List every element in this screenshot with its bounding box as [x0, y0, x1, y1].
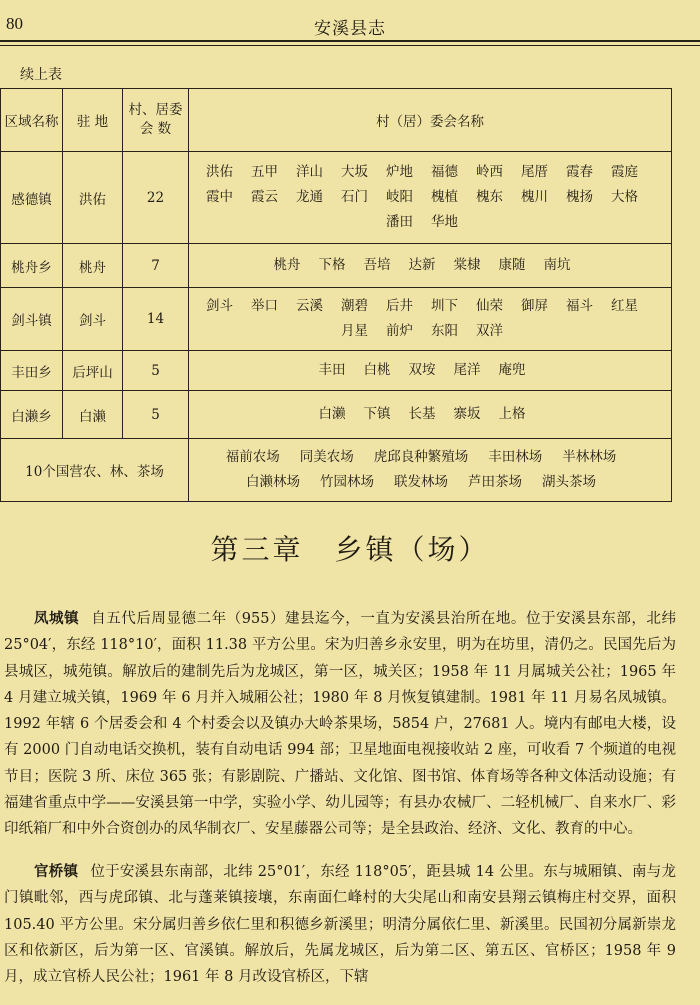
committee-name: 剑斗 [206, 298, 233, 314]
committee-name: 潮碧 [341, 298, 368, 314]
committee-name: 石门 [341, 189, 368, 205]
seat-cell: 后坪山 [63, 351, 123, 391]
village-table [0, 88, 672, 502]
seat-cell: 剑斗 [63, 288, 123, 351]
table-row [1, 391, 672, 439]
committee-name: 霞春 [566, 164, 593, 180]
area-name-cell: 剑斗镇 [1, 288, 63, 351]
seat-cell: 洪佑 [63, 152, 123, 244]
committee-name: 云溪 [296, 298, 323, 314]
committee-name: 福前农场 [225, 449, 280, 465]
book-title: 安溪县志 [314, 19, 386, 39]
committee-name: 洪佑 [206, 164, 233, 180]
committee-name: 下格 [318, 257, 346, 273]
page-number: 80 [6, 14, 23, 33]
table-row [1, 351, 672, 391]
farms-label-cell: 10个国营农、林、茶场 [1, 439, 189, 502]
committee-name: 举口 [251, 298, 278, 314]
farm-names-cell [189, 439, 672, 502]
col-header-label: 驻 地 [76, 114, 109, 130]
col-header-names [189, 89, 672, 152]
col-header-area [1, 89, 63, 152]
committee-name: 前炉 [386, 323, 413, 339]
committee-name: 霞云 [251, 189, 278, 205]
area-name-cell: 感德镇 [1, 152, 63, 244]
committee-name: 岭西 [476, 164, 503, 180]
committee-name: 大坂 [341, 164, 368, 180]
committee-name: 半林林场 [562, 449, 617, 465]
committee-name: 槐东 [476, 189, 503, 205]
count-cell: 5 [123, 391, 189, 439]
committee-name: 红星 [611, 298, 638, 314]
committee-name: 竹园林场 [320, 474, 374, 490]
committee-name: 下镇 [363, 406, 391, 422]
area-name-cell: 桃舟乡 [1, 244, 63, 288]
committee-name: 福德 [431, 164, 458, 180]
seat-cell: 桃舟 [63, 244, 123, 288]
count-cell: 14 [123, 288, 189, 351]
committee-name: 尾厝 [521, 164, 548, 180]
committee-name: 岐阳 [386, 189, 413, 205]
table-row [1, 288, 672, 351]
committee-name: 吾培 [363, 257, 391, 273]
count-cell: 7 [123, 244, 189, 288]
committee-name: 华地 [431, 214, 458, 230]
committee-name: 联发林场 [394, 474, 448, 490]
committee-name: 月星 [341, 323, 368, 339]
committee-name: 槐扬 [566, 189, 593, 205]
section-lead: 凤城镇 [34, 610, 80, 627]
area-name-cell: 丰田乡 [1, 351, 63, 391]
committee-name: 仙荣 [476, 298, 503, 314]
section-body: 位于安溪县东南部，北纬 25°01′，东经 118°05′，距县城 14 公里。东与城厢镇、南与龙门镇毗邻，西与虎邱镇、北与蓬莱镇接壤，东南面仁峰村的大尖尾山和南安县翔云镇梅庄村交界，面积 105.40 平方公里。宋分属归善乡依仁里和积德乡新溪里；明清分属依仁里、新溪里。民国初分属新崇龙区和依新区，后为第一区、官溪镇。解放后，先属龙城区，后为第二区、第五区、官桥区；1958 年 9 月，成立官桥人民公社；1961 年 8 月改设官桥区，下辖 [4, 864, 677, 986]
committee-name: 白桃 [363, 362, 391, 378]
table-caption: 续上表 [20, 67, 62, 83]
committee-name: 桃舟 [273, 257, 301, 273]
section-body: 自五代后周显德二年（955）建县迄今，一直为安溪县治所在地。位于安溪县东部，北纬 25°04′，东经 118°10′，面积 11.38 平方公里。宋为归善乡永安里，明为在坊里，清仍之。民国先后为县城区，城苑镇。解放后的建制先后为龙城区，第一区，城关区；1958 年 11 月属城关公社；1965 年 4 月建立城关镇，1969 年 6 月并入城厢公社；1980 年 8 月恢复镇建制。1981 年 11 月易名凤城镇。1992 年辖 6 个居委会和 4 个村委会以及镇办大岭茶果场，5854 户，27681 人。境内有邮电大楼，设有 2000 门自动电话交换机，装有自动电话 994 部；卫星地面电视接收站 2 座，可收看 7 个频道的电视节目；医院 3 所、床位 365 张；有影剧院、广播站、文化馆、图书馆、体育场等各种文体活动设施；有福建省重点中学——安溪县第一中学，实验小学、幼儿园等；有县办农械厂、二轻机械厂、自来水厂、彩印纸箱厂和中外合资创办的凤华制衣厂、安星藤器公司等；是全县政治、经济、文化、教育的中心。 [4, 611, 676, 838]
section-lead: 官桥镇 [34, 863, 79, 880]
committee-name: 御屏 [521, 298, 548, 314]
committee-name: 达新 [408, 257, 436, 273]
committee-name: 南坑 [543, 257, 571, 273]
committee-name: 后井 [386, 298, 413, 314]
header-rule [0, 40, 700, 46]
col-header-label: 村、居委 会 数 [128, 102, 183, 137]
table-row-farms [1, 439, 672, 502]
committee-names-cell [189, 351, 672, 391]
committee-name: 炉地 [386, 164, 413, 180]
committee-name: 白濑林场 [246, 474, 300, 490]
committee-name: 龙通 [296, 189, 323, 205]
committee-names-cell [189, 391, 672, 439]
committee-names-cell [189, 244, 672, 288]
committee-names-cell [189, 288, 672, 351]
committee-name: 康随 [498, 257, 526, 273]
col-header-label: 区域名称 [4, 114, 59, 130]
page-header [0, 0, 700, 44]
section-guanqiao [4, 859, 676, 990]
chapter-title: 第三章 乡镇（场） [210, 533, 490, 566]
col-header-label: 村（居）委会名称 [376, 114, 484, 130]
committee-name: 棠棣 [453, 257, 481, 273]
committee-name: 丰田 [318, 362, 346, 378]
committee-name: 寨坂 [453, 406, 481, 422]
committee-name: 双洋 [476, 323, 503, 339]
seat-cell: 白濑 [63, 391, 123, 439]
committee-name: 潘田 [386, 214, 413, 230]
table-header-row [1, 89, 672, 152]
committee-name: 五甲 [251, 164, 278, 180]
committee-name: 芦田茶场 [468, 474, 522, 490]
committee-name: 同美农场 [299, 449, 354, 465]
committee-name: 霞庭 [611, 164, 638, 180]
committee-name: 圳下 [431, 298, 458, 314]
committee-name: 槐川 [521, 189, 548, 205]
table-row [1, 152, 672, 244]
committee-name: 上格 [498, 406, 526, 422]
table-row [1, 244, 672, 288]
committee-name: 槐植 [431, 189, 458, 205]
committee-name: 东阳 [431, 323, 458, 339]
count-cell: 22 [123, 152, 189, 244]
committee-name: 丰田林场 [488, 449, 543, 465]
committee-name: 长基 [408, 406, 436, 422]
committee-name: 白濑 [318, 406, 346, 422]
committee-name: 霞中 [206, 189, 233, 205]
committee-name: 湖头茶场 [542, 474, 596, 490]
committee-names-cell [189, 152, 672, 244]
col-header-seat [63, 89, 123, 152]
committee-name: 洋山 [296, 164, 323, 180]
col-header-count [123, 89, 189, 152]
section-fengcheng [4, 606, 676, 843]
count-cell: 5 [123, 351, 189, 391]
area-name-cell: 白濑乡 [1, 391, 63, 439]
committee-name: 大格 [611, 189, 638, 205]
committee-name: 虎邱良种繁殖场 [373, 449, 469, 465]
committee-name: 福斗 [566, 298, 593, 314]
committee-name: 庵兜 [498, 362, 526, 378]
committee-name: 尾洋 [453, 362, 481, 378]
committee-name: 双垵 [408, 362, 436, 378]
